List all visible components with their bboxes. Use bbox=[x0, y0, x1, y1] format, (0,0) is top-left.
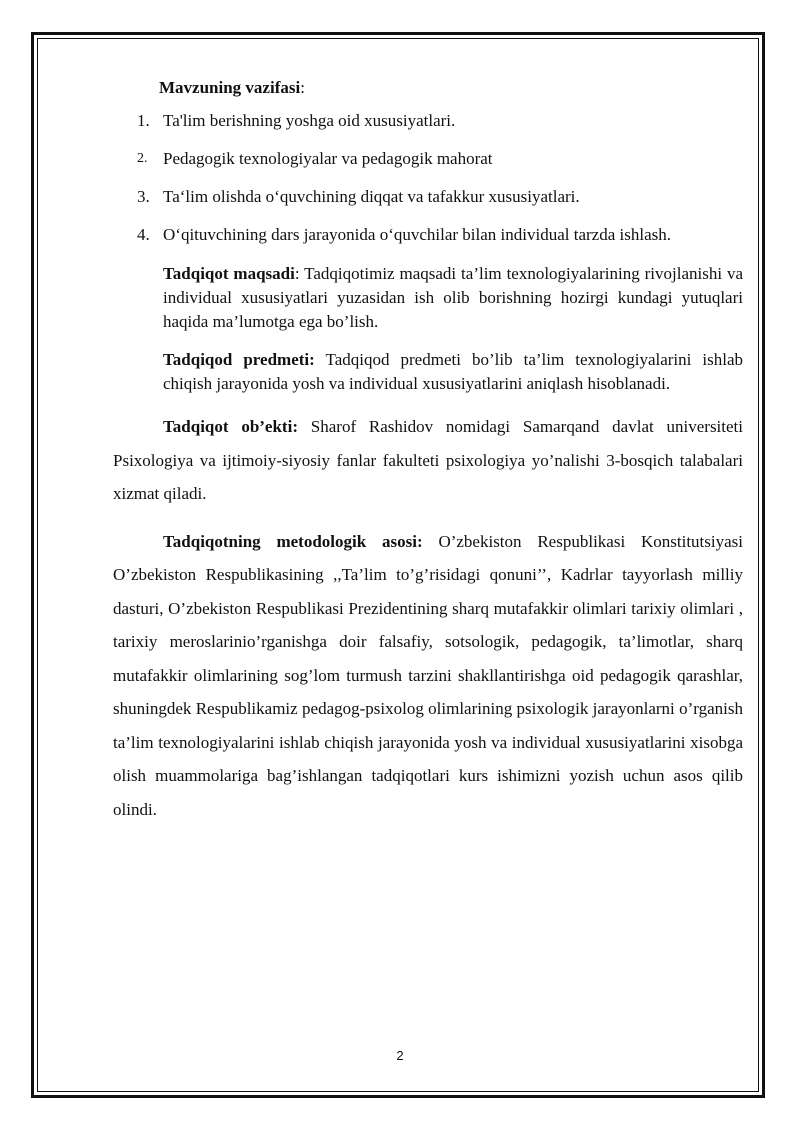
list-item-number: 4. bbox=[137, 225, 150, 244]
methodological-basis bbox=[113, 525, 743, 827]
task-list bbox=[113, 110, 743, 246]
research-subject-label: Tadqiqod predmeti: bbox=[163, 350, 315, 369]
research-goal-label: Tadqiqot maqsadi bbox=[163, 264, 295, 283]
heading-colon: : bbox=[300, 78, 305, 97]
list-item bbox=[113, 148, 743, 170]
research-goal bbox=[163, 262, 743, 334]
research-object-text: Sharof Rashidov nomidagi Samarqand davlat universiteti Psixologiya va ijtimoiy-siyosiy fanlar fakulteti psixologiya yo’nalishi 3-bosqich talabalari xizmat qiladi. bbox=[113, 417, 743, 503]
section-heading bbox=[159, 72, 743, 104]
list-item-text: O‘qituvchining dars jarayonida o‘quvchilar bilan individual tarzda ishlash. bbox=[163, 225, 671, 244]
methodological-basis-text: O’zbekiston Respublikasi Konstitutsiyasi O’zbekiston Respublikasining ,,Ta’lim to’g’risidagi qonuni’’, Kadrlar tayyorlash milliy dasturi, O’zbekiston Respublikasi Prezidentining sharq mutafakkir olimlari tarixiy olimlari , tarixiy meroslarinio’rganishga doir falsafiy, sotsologik, pedagogik, ta’limotlar, sharq mutafakkir olimlarining sog’lom turmush tarzini shakllantirishga oid pedagogik qarashlar, shuningdek Respublikamiz pedagog-psixolog olimlarining psixologik jarayonlarni o’rganish ta’lim texnologiyalarini ishlab chiqish jarayonida yosh va individual xususiyatlarini xisobga olish muammolariga bag’ishlangan tadqiqotlari kurs ishimizni yozish uchun asos qilib olindi. bbox=[113, 531, 743, 819]
list-item-text: Ta‘lim olishda o‘quvchining diqqat va tafakkur xususiyatlari. bbox=[163, 187, 580, 206]
document-body bbox=[113, 72, 743, 836]
research-subject-text: Tadqiqod predmeti bo’lib ta’lim texnologiyalarini ishlab chiqish jarayonida yosh va individual xususiyatlarini aniqlash hisoblanadi. bbox=[163, 350, 744, 393]
methodological-basis-label: Tadqiqotning metodologik asosi: bbox=[163, 531, 423, 551]
list-item-text: Ta'lim berishning yoshga oid xususiyatlari. bbox=[163, 111, 456, 130]
research-goal-text: : Tadqiqotimiz maqsadi ta’lim texnologiyalarining rivojlanishi va individual xususiyatlari yuzasidan ish olib borishning hozirgi kundagi yutuqlari haqida ma’lumotga ega bo’lish. bbox=[163, 264, 744, 331]
research-object-label: Tadqiqot ob’ekti: bbox=[163, 417, 298, 436]
list-item-text: Pedagogik texnologiyalar va pedagogik mahorat bbox=[163, 149, 493, 168]
list-item-number: 2. bbox=[137, 151, 148, 166]
list-item bbox=[113, 186, 743, 208]
list-item bbox=[113, 110, 743, 132]
list-item-number: 3. bbox=[137, 187, 150, 206]
research-subject bbox=[163, 348, 743, 396]
list-item bbox=[113, 224, 743, 246]
heading-label: Mavzuning vazifasi bbox=[159, 78, 301, 97]
research-object bbox=[113, 410, 743, 511]
list-item-number: 1. bbox=[137, 111, 150, 130]
page-number: 2 bbox=[396, 1048, 404, 1063]
